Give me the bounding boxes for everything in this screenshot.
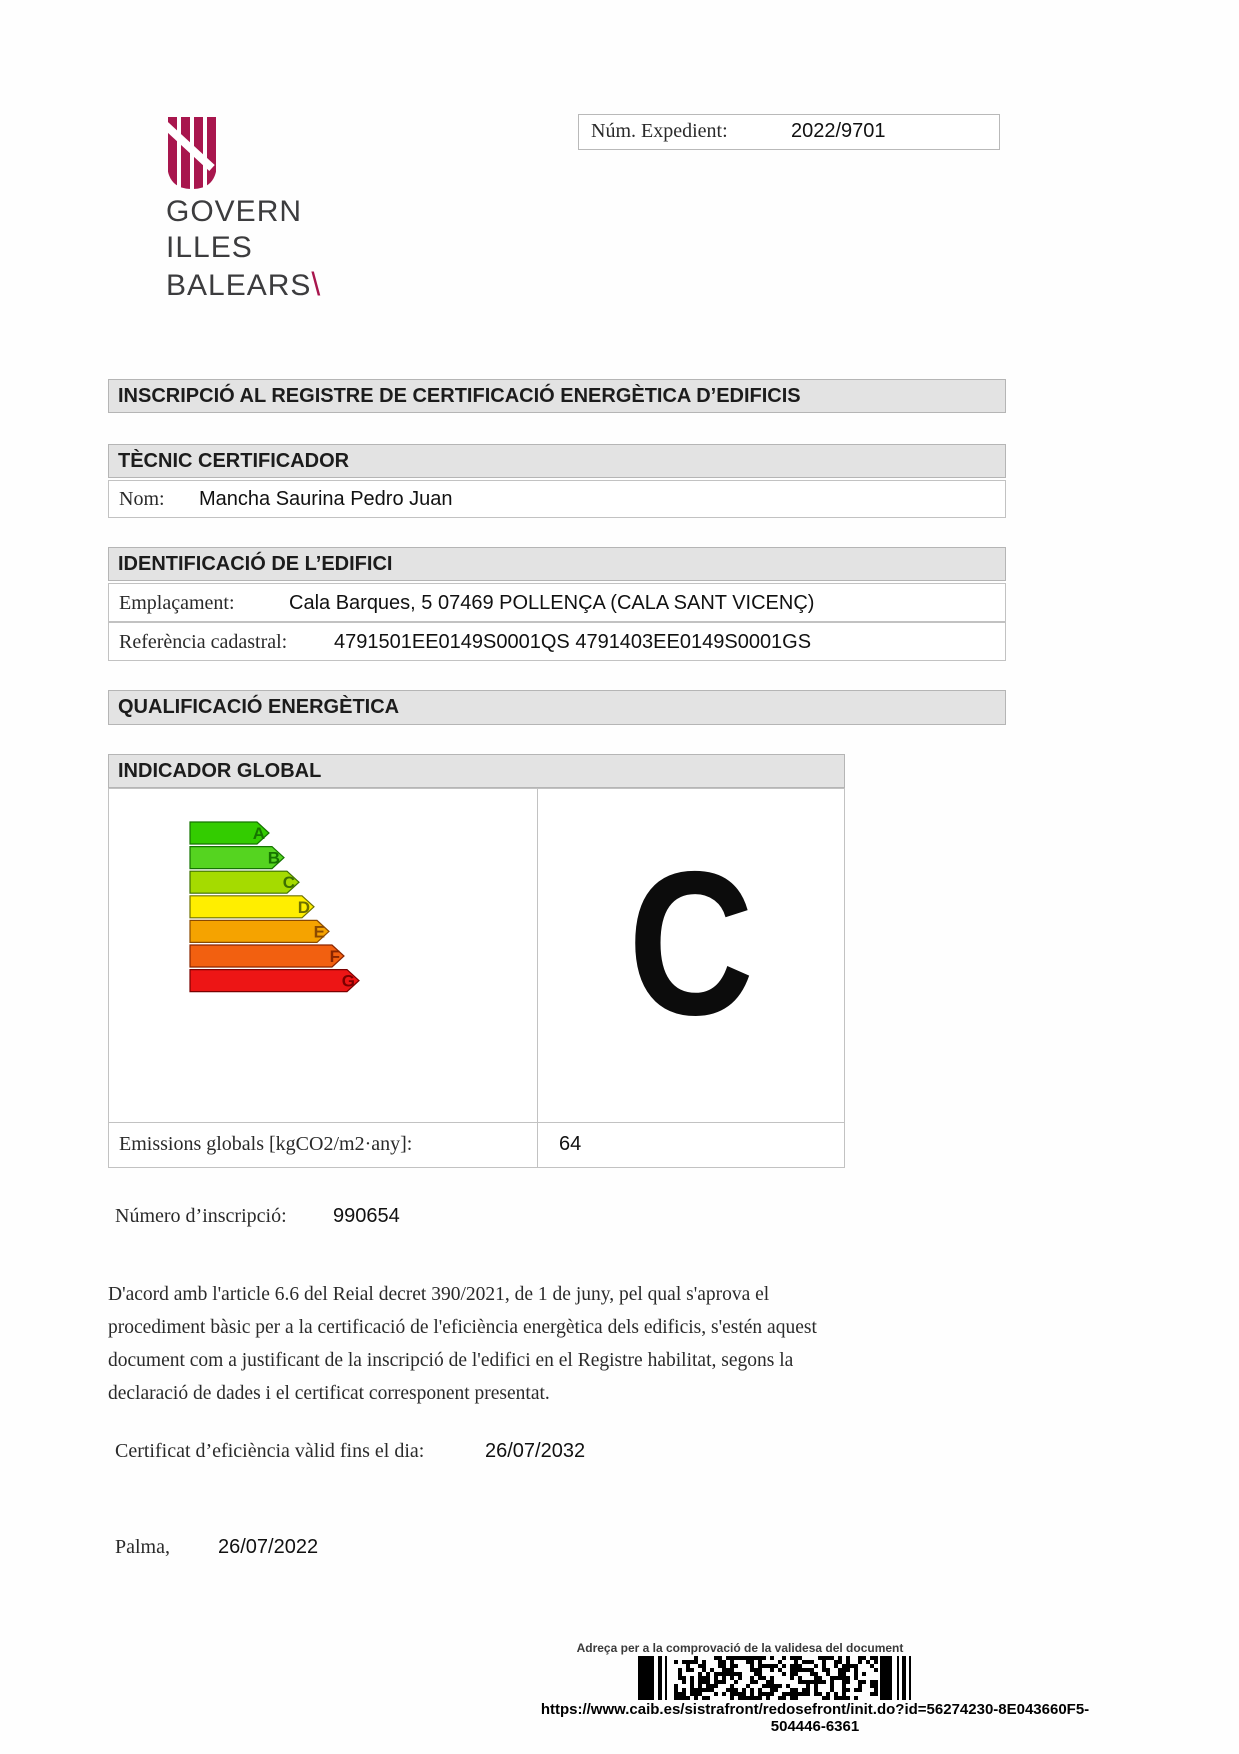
- pdf417-barcode: [630, 1656, 930, 1700]
- signature-line: [115, 1536, 319, 1559]
- inscription-number-line: [115, 1205, 400, 1228]
- validity-label: Certificat d’eficiència vàlid fins el dia:: [115, 1440, 425, 1462]
- logo-line-1: GOVERN: [166, 195, 303, 228]
- section-qualificacio-header: QUALIFICACIÓ ENERGÈTICA: [108, 690, 1006, 725]
- logo-slash: \: [311, 266, 322, 302]
- section-inscripcio-header: INSCRIPCIÓ AL REGISTRE DE CERTIFICACIÓ ENERGÈTICA D’EDIFICIS: [108, 379, 1006, 413]
- nom-row: [108, 480, 1006, 518]
- energy-rating-table: [108, 788, 845, 1168]
- emplacament-label: Emplaçament:: [119, 592, 235, 614]
- paragraph-line-4: declaració de dades i el certificat corresponent presentat.: [108, 1383, 550, 1404]
- energy-scale-arrows: [189, 821, 499, 995]
- svg-text:B: B: [267, 848, 280, 868]
- nom-label: Nom:: [119, 488, 165, 510]
- validity-date: 26/07/2032: [485, 1440, 586, 1462]
- expedient-label: Núm. Expedient:: [591, 120, 728, 142]
- emissions-label-cell: [108, 1122, 538, 1168]
- rating-letter-cell: [537, 788, 845, 1123]
- energy-scale-cell: [108, 788, 538, 1123]
- emissions-value: 64: [559, 1133, 582, 1155]
- referencia-label: Referència cadastral:: [119, 631, 288, 653]
- inscription-number-label: Número d’inscripció:: [115, 1205, 287, 1227]
- svg-text:E: E: [313, 922, 325, 942]
- emplacament-row: [108, 583, 1006, 622]
- referencia-value: 4791501EE0149S0001QS 4791403EE0149S0001GS: [334, 631, 812, 653]
- indicador-global-header: INDICADOR GLOBAL: [108, 754, 845, 788]
- validity-line: [115, 1440, 586, 1463]
- section-identificacio-header: IDENTIFICACIÓ DE L’EDIFICI: [108, 547, 1006, 581]
- paragraph-line-1: D'acord amb l'article 6.6 del Reial decret 390/2021, de 1 de juny, pel qual s'aprova el: [108, 1284, 770, 1305]
- referencia-cadastral-row: [108, 622, 1006, 661]
- validation-caption: Adreça per a la comprovació de la validesa del document: [576, 1641, 904, 1655]
- svg-text:F: F: [329, 947, 340, 966]
- govern-balears-shield-icon: [166, 116, 218, 190]
- signature-place: Palma,: [115, 1536, 170, 1558]
- section-tecnic-header: TÈCNIC CERTIFICADOR: [108, 444, 1006, 478]
- emplacament-value: Cala Barques, 5 07469 POLLENÇA (CALA SANT VICENÇ): [289, 592, 815, 614]
- expedient-box: [578, 114, 1000, 150]
- expedient-value: 2022/9701: [791, 120, 886, 142]
- inscription-number-value: 990654: [333, 1205, 400, 1227]
- validation-url: https://www.caib.es/sistrafront/redosefront/init.do?id=56274230-8E043660F5-504446-6361: [540, 1701, 1090, 1735]
- paragraph-line-2: procediment bàsic per a la certificació de l'eficiència energètica dels edificis, s'estén aquest: [108, 1317, 817, 1338]
- nom-value: Mancha Saurina Pedro Juan: [199, 488, 453, 510]
- emissions-label: Emissions globals [kgCO2/m2·any]:: [119, 1133, 413, 1155]
- emissions-value-cell: [537, 1122, 845, 1168]
- svg-text:C: C: [282, 873, 295, 893]
- logo-line-2: ILLES: [166, 231, 253, 264]
- svg-text:D: D: [297, 897, 310, 917]
- svg-text:G: G: [341, 971, 355, 991]
- paragraph-line-3: document com a justificant de la inscripció de l'edifici en el Registre habilitat, segons la: [108, 1350, 794, 1371]
- logo-line-3: BALEARS\: [166, 266, 322, 302]
- govern-balears-wordmark: [166, 194, 321, 304]
- svg-text:A: A: [252, 824, 265, 843]
- signature-date: 26/07/2022: [218, 1536, 319, 1558]
- legal-paragraph: [108, 1278, 817, 1410]
- rating-letter: C: [628, 829, 754, 1058]
